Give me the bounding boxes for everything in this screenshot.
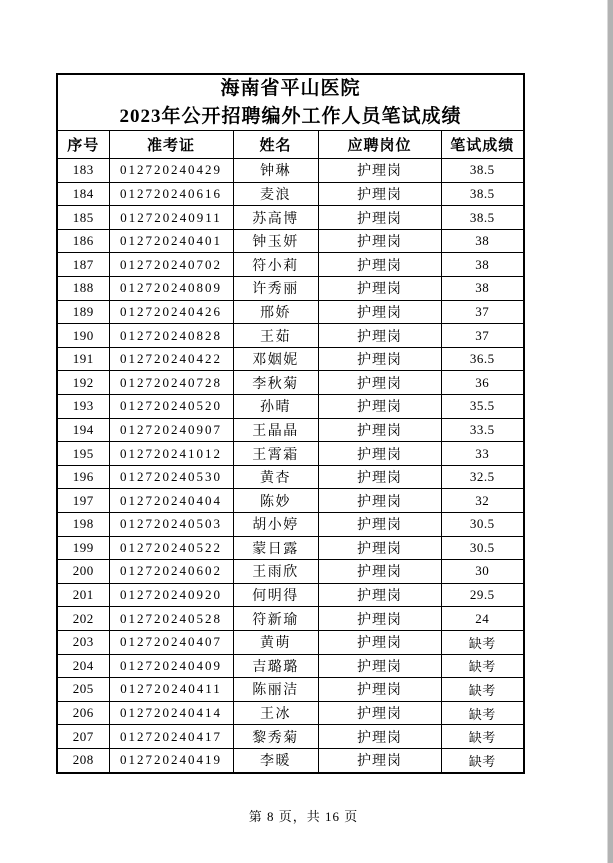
table-cell-exam-id: 012720240616 bbox=[109, 182, 233, 206]
table-title bbox=[57, 74, 524, 131]
table-row bbox=[57, 324, 524, 348]
table-cell-name: 黄萌 bbox=[233, 630, 318, 654]
table-cell-exam-id: 012720240411 bbox=[109, 678, 233, 702]
table-row bbox=[57, 182, 524, 206]
table-cell-index: 191 bbox=[57, 347, 109, 371]
table-cell-index: 200 bbox=[57, 560, 109, 584]
table-cell-position: 护理岗 bbox=[318, 725, 441, 749]
table-cell-index: 183 bbox=[57, 159, 109, 183]
table-cell-score: 缺考 bbox=[441, 701, 524, 725]
table-cell-position: 护理岗 bbox=[318, 560, 441, 584]
table-cell-exam-id: 012720240401 bbox=[109, 229, 233, 253]
table-row bbox=[57, 654, 524, 678]
table-cell-score: 37 bbox=[441, 324, 524, 348]
table-cell-position: 护理岗 bbox=[318, 442, 441, 466]
table-cell-index: 194 bbox=[57, 418, 109, 442]
table-cell-score: 38 bbox=[441, 229, 524, 253]
table-cell-score: 38.5 bbox=[441, 206, 524, 230]
table-cell-position: 护理岗 bbox=[318, 513, 441, 537]
table-cell-position: 护理岗 bbox=[318, 654, 441, 678]
table-cell-exam-id: 012720240429 bbox=[109, 159, 233, 183]
table-cell-name: 邢娇 bbox=[233, 300, 318, 324]
table-row bbox=[57, 725, 524, 749]
table-cell-index: 195 bbox=[57, 442, 109, 466]
table-cell-exam-id: 012720240409 bbox=[109, 654, 233, 678]
table-cell-position: 护理岗 bbox=[318, 371, 441, 395]
table-cell-name: 王晶晶 bbox=[233, 418, 318, 442]
table-cell-score: 37 bbox=[441, 300, 524, 324]
table-cell-name: 符新瑜 bbox=[233, 607, 318, 631]
table-cell-exam-id: 012720240417 bbox=[109, 725, 233, 749]
table-row bbox=[57, 630, 524, 654]
table-cell-index: 204 bbox=[57, 654, 109, 678]
table-cell-exam-id: 012720240828 bbox=[109, 324, 233, 348]
table-cell-name: 黎秀菊 bbox=[233, 725, 318, 749]
table-cell-position: 护理岗 bbox=[318, 253, 441, 277]
table-cell-index: 187 bbox=[57, 253, 109, 277]
table-cell-name: 陈妙 bbox=[233, 489, 318, 513]
page-footer: 第 8 页，共 16 页 bbox=[248, 809, 359, 824]
table-cell-score: 24 bbox=[441, 607, 524, 631]
table-cell-score: 38 bbox=[441, 253, 524, 277]
table-cell-position: 护理岗 bbox=[318, 324, 441, 348]
table-cell-score: 36.5 bbox=[441, 347, 524, 371]
table-cell-name: 钟琳 bbox=[233, 159, 318, 183]
table-title-line1: 海南省平山医院 bbox=[220, 78, 361, 99]
table-cell-position: 护理岗 bbox=[318, 489, 441, 513]
table-cell-name: 王冰 bbox=[233, 701, 318, 725]
column-header-exam-id: 准考证 bbox=[109, 131, 233, 159]
table-cell-position: 护理岗 bbox=[318, 418, 441, 442]
table-cell-position: 护理岗 bbox=[318, 300, 441, 324]
table-row bbox=[57, 607, 524, 631]
table-row bbox=[57, 489, 524, 513]
table-cell-name: 王霄霜 bbox=[233, 442, 318, 466]
table-cell-index: 201 bbox=[57, 583, 109, 607]
table-cell-name: 李秋菊 bbox=[233, 371, 318, 395]
table-cell-index: 185 bbox=[57, 206, 109, 230]
table-cell-name: 黄杏 bbox=[233, 465, 318, 489]
table-cell-index: 188 bbox=[57, 277, 109, 301]
table-cell-index: 205 bbox=[57, 678, 109, 702]
table-cell-index: 190 bbox=[57, 324, 109, 348]
header-row bbox=[57, 131, 524, 159]
table-cell-exam-id: 012720240920 bbox=[109, 583, 233, 607]
table-cell-score: 36 bbox=[441, 371, 524, 395]
table-cell-name: 何明得 bbox=[233, 583, 318, 607]
table-cell-exam-id: 012720240407 bbox=[109, 630, 233, 654]
table-cell-position: 护理岗 bbox=[318, 630, 441, 654]
table-cell-index: 207 bbox=[57, 725, 109, 749]
table-cell-score: 32 bbox=[441, 489, 524, 513]
table-cell-position: 护理岗 bbox=[318, 277, 441, 301]
table-cell-name: 苏高博 bbox=[233, 206, 318, 230]
table-cell-exam-id: 012720240404 bbox=[109, 489, 233, 513]
table-cell-index: 199 bbox=[57, 536, 109, 560]
column-header-score: 笔试成绩 bbox=[441, 131, 524, 159]
table-cell-position: 护理岗 bbox=[318, 159, 441, 183]
table-cell-score: 32.5 bbox=[441, 465, 524, 489]
table-cell-exam-id: 012720240522 bbox=[109, 536, 233, 560]
table-cell-score: 38 bbox=[441, 277, 524, 301]
table-cell-index: 203 bbox=[57, 630, 109, 654]
table-row bbox=[57, 536, 524, 560]
table-cell-name: 钟玉妍 bbox=[233, 229, 318, 253]
table-cell-exam-id: 012720241012 bbox=[109, 442, 233, 466]
table-cell-name: 邓姻妮 bbox=[233, 347, 318, 371]
table-cell-name: 王茹 bbox=[233, 324, 318, 348]
table-cell-score: 缺考 bbox=[441, 654, 524, 678]
table-row bbox=[57, 347, 524, 371]
table-cell-score: 33.5 bbox=[441, 418, 524, 442]
table-cell-exam-id: 012720240422 bbox=[109, 347, 233, 371]
table-cell-index: 208 bbox=[57, 748, 109, 772]
table-cell-exam-id: 012720240911 bbox=[109, 206, 233, 230]
column-header-position: 应聘岗位 bbox=[318, 131, 441, 159]
table-cell-name: 符小莉 bbox=[233, 253, 318, 277]
table-cell-name: 孙晴 bbox=[233, 395, 318, 419]
table-cell-index: 184 bbox=[57, 182, 109, 206]
table-row bbox=[57, 748, 524, 772]
table-cell-score: 30.5 bbox=[441, 536, 524, 560]
table-row bbox=[57, 465, 524, 489]
table-cell-index: 193 bbox=[57, 395, 109, 419]
table-cell-position: 护理岗 bbox=[318, 701, 441, 725]
table-cell-index: 189 bbox=[57, 300, 109, 324]
table-cell-score: 30.5 bbox=[441, 513, 524, 537]
table-cell-position: 护理岗 bbox=[318, 182, 441, 206]
table-row bbox=[57, 513, 524, 537]
table-cell-name: 麦浪 bbox=[233, 182, 318, 206]
table-cell-index: 198 bbox=[57, 513, 109, 537]
table-head bbox=[57, 74, 524, 159]
table-row bbox=[57, 371, 524, 395]
table-cell-index: 197 bbox=[57, 489, 109, 513]
table-cell-index: 196 bbox=[57, 465, 109, 489]
table-cell-position: 护理岗 bbox=[318, 395, 441, 419]
table-cell-position: 护理岗 bbox=[318, 678, 441, 702]
table-cell-position: 护理岗 bbox=[318, 748, 441, 772]
table-cell-exam-id: 012720240809 bbox=[109, 277, 233, 301]
table-cell-score: 缺考 bbox=[441, 678, 524, 702]
table-cell-exam-id: 012720240528 bbox=[109, 607, 233, 631]
table-cell-position: 护理岗 bbox=[318, 347, 441, 371]
table-cell-exam-id: 012720240602 bbox=[109, 560, 233, 584]
table-cell-exam-id: 012720240728 bbox=[109, 371, 233, 395]
table-cell-position: 护理岗 bbox=[318, 465, 441, 489]
table-row bbox=[57, 159, 524, 183]
table-cell-index: 186 bbox=[57, 229, 109, 253]
table-row bbox=[57, 253, 524, 277]
table-cell-index: 202 bbox=[57, 607, 109, 631]
table-cell-index: 206 bbox=[57, 701, 109, 725]
table-cell-name: 吉璐璐 bbox=[233, 654, 318, 678]
table-cell-score: 缺考 bbox=[441, 630, 524, 654]
table-cell-exam-id: 012720240530 bbox=[109, 465, 233, 489]
table-row bbox=[57, 395, 524, 419]
table-cell-name: 蒙日露 bbox=[233, 536, 318, 560]
table-row bbox=[57, 701, 524, 725]
table-row bbox=[57, 583, 524, 607]
table-cell-name: 陈丽洁 bbox=[233, 678, 318, 702]
table-cell-score: 29.5 bbox=[441, 583, 524, 607]
scrollbar-track[interactable] bbox=[607, 0, 613, 863]
table-cell-exam-id: 012720240503 bbox=[109, 513, 233, 537]
table-cell-position: 护理岗 bbox=[318, 583, 441, 607]
column-header-index: 序号 bbox=[57, 131, 109, 159]
table-cell-score: 缺考 bbox=[441, 748, 524, 772]
table-row bbox=[57, 560, 524, 584]
table-cell-index: 192 bbox=[57, 371, 109, 395]
table-cell-exam-id: 012720240702 bbox=[109, 253, 233, 277]
table-cell-exam-id: 012720240520 bbox=[109, 395, 233, 419]
table-row bbox=[57, 277, 524, 301]
table-body bbox=[57, 159, 524, 773]
table-cell-name: 许秀丽 bbox=[233, 277, 318, 301]
table-cell-score: 35.5 bbox=[441, 395, 524, 419]
score-table bbox=[56, 73, 525, 774]
table-cell-name: 胡小婷 bbox=[233, 513, 318, 537]
table-cell-exam-id: 012720240907 bbox=[109, 418, 233, 442]
table-cell-score: 38.5 bbox=[441, 159, 524, 183]
table-row bbox=[57, 442, 524, 466]
table-row bbox=[57, 229, 524, 253]
table-cell-exam-id: 012720240426 bbox=[109, 300, 233, 324]
table-cell-position: 护理岗 bbox=[318, 229, 441, 253]
table-cell-score: 38.5 bbox=[441, 182, 524, 206]
table-cell-score: 33 bbox=[441, 442, 524, 466]
table-row bbox=[57, 300, 524, 324]
table-title-line2: 2023年公开招聘编外工作人员笔试成绩 bbox=[119, 105, 462, 127]
table-row bbox=[57, 678, 524, 702]
title-row bbox=[57, 74, 524, 131]
table-cell-position: 护理岗 bbox=[318, 607, 441, 631]
table-cell-position: 护理岗 bbox=[318, 536, 441, 560]
table-cell-position: 护理岗 bbox=[318, 206, 441, 230]
table-row bbox=[57, 418, 524, 442]
column-header-name: 姓名 bbox=[233, 131, 318, 159]
table-cell-exam-id: 012720240414 bbox=[109, 701, 233, 725]
table-cell-exam-id: 012720240419 bbox=[109, 748, 233, 772]
table-cell-score: 30 bbox=[441, 560, 524, 584]
table-row bbox=[57, 206, 524, 230]
table-cell-score: 缺考 bbox=[441, 725, 524, 749]
table-cell-name: 李暖 bbox=[233, 748, 318, 772]
table-cell-name: 王雨欣 bbox=[233, 560, 318, 584]
